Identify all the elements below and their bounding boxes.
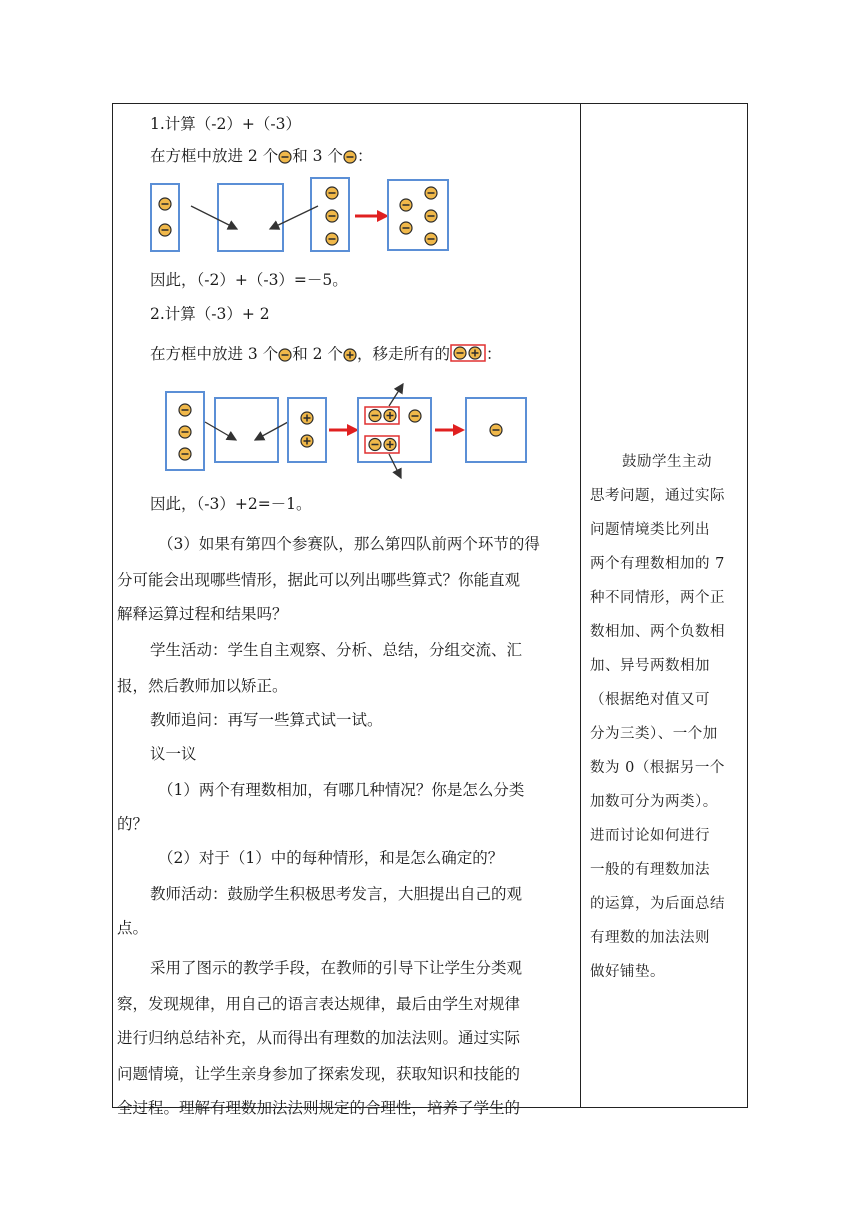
paragraph: 教师活动：鼓励学生积极思考发言，大胆提出自己的观	[150, 885, 523, 903]
positive-chip-icon	[301, 435, 313, 447]
paragraph: 因此，（-3）+2=－1。	[150, 495, 312, 513]
side-line: （根据绝对值又可	[590, 692, 710, 708]
figure-1	[113, 174, 580, 264]
negative-chip-icon	[400, 199, 412, 211]
negative-chip-icon	[400, 222, 412, 234]
box	[388, 180, 448, 250]
paragraph: 在方框中放进 3 个 和 2 个 ，移走所有的 ：	[150, 345, 502, 363]
chip-pair-icon	[450, 344, 486, 362]
side-line: 进而讨论如何进行	[590, 828, 710, 844]
paragraph: 进行归纳总结补充，从而得出有理数的加法法则。通过实际	[117, 1029, 521, 1047]
paragraph: 因此，（-2）+（-3）=－5。	[150, 271, 348, 289]
negative-chip-icon	[425, 233, 437, 245]
side-line: 分为三类）、一个加	[590, 726, 718, 742]
side-line: 的运算，为后面总结	[590, 896, 725, 912]
negative-chip-icon	[179, 448, 191, 460]
negative-chip-icon	[490, 424, 502, 436]
arrow	[389, 384, 403, 406]
negative-chip-icon	[409, 410, 421, 422]
negative-chip-icon	[278, 150, 292, 164]
figure-2	[113, 378, 580, 488]
paragraph: 分可能会出现哪些情形，据此可以列出哪些算式？你能直观	[117, 571, 521, 589]
paragraph: 在方框中放进 2 个 和 3 个 ：	[150, 147, 373, 165]
box	[218, 184, 283, 251]
positive-chip-icon	[384, 439, 396, 451]
box	[151, 184, 179, 251]
column-divider	[580, 104, 581, 1107]
paragraph: 全过程。理解有理数加法法则规定的合理性，培养了学生的	[117, 1099, 521, 1117]
paragraph: （3）如果有第四个参赛队，那么第四队前两个环节的得	[158, 535, 540, 553]
paragraph: （2）对于（1）中的每种情形，和是怎么确定的？	[158, 849, 504, 867]
negative-chip-icon	[369, 410, 381, 422]
side-line: 做好铺垫。	[590, 964, 665, 980]
paragraph: 采用了图示的教学手段，在教师的引导下让学生分类观	[150, 959, 523, 977]
paragraph: 的？	[117, 815, 149, 833]
side-line: 有理数的加法法则	[590, 930, 710, 946]
side-line: 种不同情形，两个正	[590, 590, 725, 606]
paragraph: 问题情境，让学生亲身参加了探索发现，获取知识和技能的	[117, 1065, 521, 1083]
arrow	[389, 454, 401, 478]
negative-chip-icon	[369, 439, 381, 451]
side-line: 加、异号两数相加	[590, 658, 710, 674]
negative-chip-icon	[425, 187, 437, 199]
side-line: 加数可分为两类）。	[590, 794, 718, 810]
paragraph: （1）两个有理数相加，有哪几种情况？你是怎么分类	[158, 781, 525, 799]
side-line: 鼓励学生主动	[622, 454, 712, 470]
negative-chip-icon	[326, 210, 338, 222]
side-line: 问题情境类比列出	[590, 522, 710, 538]
paragraph: 点。	[117, 919, 149, 937]
arrow	[205, 422, 236, 440]
arrow	[191, 206, 237, 229]
positive-chip-icon	[384, 410, 396, 422]
side-line: 思考问题，通过实际	[590, 488, 725, 504]
negative-chip-icon	[159, 224, 171, 236]
positive-chip-icon	[301, 412, 313, 424]
paragraph: 察，发现规律，用自己的语言表达规律，最后由学生对规律	[117, 995, 521, 1013]
negative-chip-icon	[425, 210, 437, 222]
box	[215, 398, 278, 462]
negative-chip-icon	[326, 187, 338, 199]
side-line: 数为 0（根据另一个	[590, 760, 725, 776]
positive-chip-icon	[343, 348, 357, 362]
paragraph: 议一议	[150, 745, 197, 763]
paragraph: 1.计算（-2）+（-3）	[150, 115, 301, 133]
paragraph: 解释运算过程和结果吗？	[117, 605, 288, 623]
negative-chip-icon	[179, 426, 191, 438]
negative-chip-icon	[343, 150, 357, 164]
paragraph: 报，然后教师加以矫正。	[117, 677, 288, 695]
negative-chip-icon	[326, 233, 338, 245]
side-line: 两个有理数相加的 7	[590, 556, 725, 572]
side-line: 一般的有理数加法	[590, 862, 710, 878]
negative-chip-icon	[278, 348, 292, 362]
negative-chip-icon	[159, 198, 171, 210]
side-line: 数相加、两个负数相	[590, 624, 725, 640]
paragraph: 2.计算（-3）+ 2	[150, 305, 270, 323]
negative-chip-icon	[179, 404, 191, 416]
arrow	[255, 422, 288, 440]
paragraph: 学生活动：学生自主观察、分析、总结，分组交流、汇	[150, 641, 523, 659]
paragraph: 教师追问：再写一些算式试一试。	[150, 711, 383, 729]
box	[288, 398, 326, 462]
lesson-table	[112, 103, 748, 1117]
